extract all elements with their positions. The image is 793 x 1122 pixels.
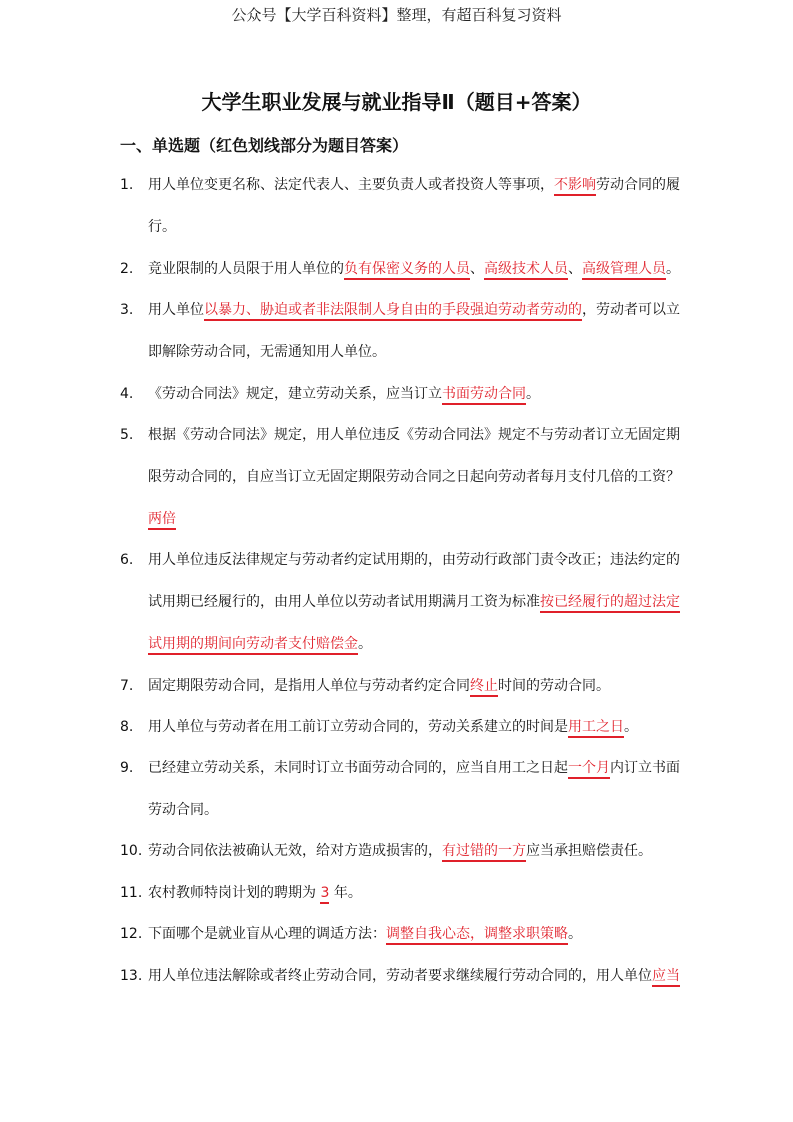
answer: 应当 xyxy=(652,968,680,987)
question-8 xyxy=(120,706,680,748)
question-text: 用人单位违法解除或者终止劳动合同，劳动者要求继续履行劳动合同的，用人单位 xyxy=(148,968,652,984)
question-text: 用人单位违反法律规定与劳动者约定试用期的，由劳动行政部门责令改正；违法约定的试用期已经履行的，由用人单位以劳动者试用期满月工资为标准 xyxy=(148,552,680,610)
section-heading: 一、单选题（红色划线部分为题目答案） xyxy=(120,136,409,155)
answer: 用工之日 xyxy=(568,719,624,738)
question-number: 1. xyxy=(120,177,134,193)
question-text: 根据《劳动合同法》规定，用人单位违反《劳动合同法》规定不与劳动者订立无固定期限劳动合同的，自应当订立无固定期限劳动合同之日起向劳动者每月支付几倍的工资？ xyxy=(148,427,680,485)
question-number: 10. xyxy=(120,843,143,859)
question-5 xyxy=(120,414,680,540)
question-text-end: 年。 xyxy=(329,885,362,901)
answer: 3 xyxy=(320,885,329,904)
answer: 高级技术人员 xyxy=(484,261,568,280)
question-9 xyxy=(120,747,680,831)
answer: 以暴力、胁迫或者非法限制人身自由的手段强迫劳动者劳动的 xyxy=(204,302,582,321)
separator: 、 xyxy=(568,261,582,277)
question-number: 8. xyxy=(120,719,134,735)
question-text-end: 。 xyxy=(568,926,582,942)
answer: 有过错的一方 xyxy=(442,843,526,862)
answer: 两倍 xyxy=(148,511,176,530)
question-text: 已经建立劳动关系，未同时订立书面劳动合同的，应当自用工之日起 xyxy=(148,760,568,776)
question-number: 4. xyxy=(120,386,134,402)
question-number: 6. xyxy=(120,552,134,568)
question-text-end: 劳动合同的履行。 xyxy=(148,177,680,235)
answer: 调整自我心态，调整求职策略 xyxy=(386,926,568,945)
question-number: 9. xyxy=(120,760,134,776)
page-header: 公众号【大学百科资料】整理，有超百科复习资料 xyxy=(231,6,562,24)
question-text: 用人单位与劳动者在用工前订立劳动合同的，劳动关系建立的时间是 xyxy=(148,719,568,735)
question-text-end: 时间的劳动合同。 xyxy=(498,678,610,694)
question-number: 7. xyxy=(120,678,134,694)
answer: 按已经履行的超过法定试用期的期间向劳动者支付赔偿金 xyxy=(148,594,680,655)
question-text: 劳动合同依法被确认无效，给对方造成损害的， xyxy=(148,843,442,859)
question-text-end: 。 xyxy=(624,719,638,735)
question-number: 13. xyxy=(120,968,143,984)
question-number: 11. xyxy=(120,885,143,901)
answer: 不影响 xyxy=(554,177,596,196)
question-text: 《劳动合同法》规定，建立劳动关系，应当订立 xyxy=(148,386,442,402)
question-6 xyxy=(120,539,680,665)
question-11 xyxy=(120,872,680,914)
question-text-end: 。 xyxy=(666,261,680,277)
question-3 xyxy=(120,289,680,373)
answer: 终止 xyxy=(470,678,498,697)
answer: 书面劳动合同 xyxy=(442,386,526,405)
question-number: 5. xyxy=(120,427,134,443)
question-text-end: 内订立书面劳动合同。 xyxy=(148,760,680,818)
question-7 xyxy=(120,665,680,707)
question-13 xyxy=(120,955,680,997)
page-title: 大学生职业发展与就业指导Ⅱ（题目+答案） xyxy=(201,90,592,114)
question-text: 用人单位 xyxy=(148,302,204,318)
question-number: 12. xyxy=(120,926,143,942)
question-number: 3. xyxy=(120,302,134,318)
answer: 一个月 xyxy=(568,760,610,779)
question-10 xyxy=(120,830,680,872)
question-text-end: ，劳动者可以立即解除劳动合同，无需通知用人单位。 xyxy=(148,302,680,360)
question-2 xyxy=(120,248,680,290)
question-text: 用人单位变更名称、法定代表人、主要负责人或者投资人等事项， xyxy=(148,177,554,193)
answer: 负有保密义务的人员 xyxy=(344,261,470,280)
question-text: 农村教师特岗计划的聘期为 xyxy=(148,885,321,901)
question-number: 2. xyxy=(120,261,134,277)
answer: 高级管理人员 xyxy=(582,261,666,280)
question-text: 下面哪个是就业盲从心理的调适方法： xyxy=(148,926,386,942)
question-text: 固定期限劳动合同，是指用人单位与劳动者约定合同 xyxy=(148,678,470,694)
question-text-end: 应当承担赔偿责任。 xyxy=(526,843,652,859)
question-text: 竞业限制的人员限于用人单位的 xyxy=(148,261,344,277)
question-4 xyxy=(120,373,680,415)
question-text-end: 。 xyxy=(526,386,540,402)
question-text-end: 。 xyxy=(358,636,372,652)
question-12 xyxy=(120,913,680,955)
separator: 、 xyxy=(470,261,484,277)
question-1 xyxy=(120,164,680,248)
